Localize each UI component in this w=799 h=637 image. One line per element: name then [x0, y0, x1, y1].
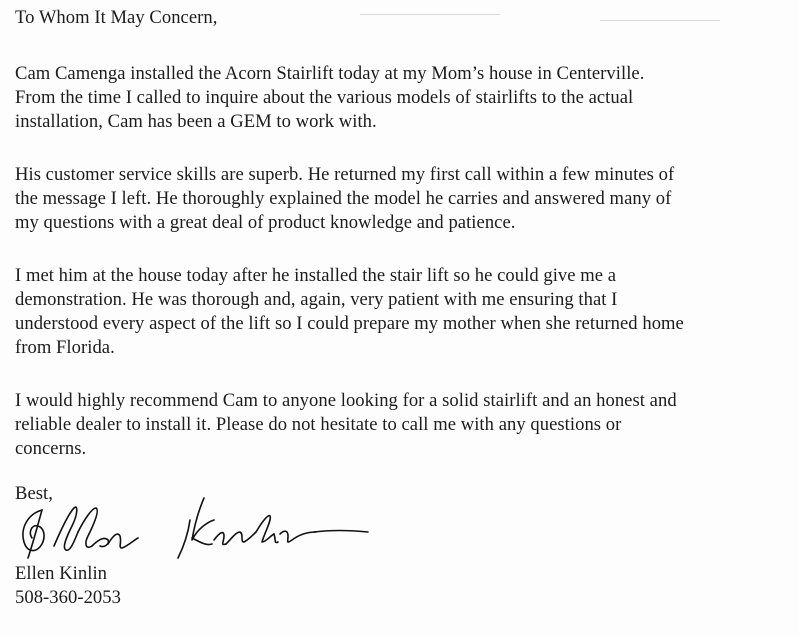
signer-phone: 508-360-2053 — [15, 587, 121, 608]
paragraph4-line3: concerns. — [15, 438, 87, 459]
salutation: To Whom It May Concern, — [15, 7, 218, 28]
paragraph2-line1: His customer service skills are superb. He returned my first call within a few minutes of — [15, 164, 675, 185]
paragraph3-line1: I met him at the house today after he installed the stair lift so he could give me a — [15, 265, 617, 286]
paragraph2-line3: my questions with a great deal of product knowledge and patience. — [15, 212, 516, 233]
paragraph1-line3: installation, Cam has been a GEM to work with. — [15, 111, 377, 132]
scan-mark — [360, 14, 500, 15]
paragraph4-line1: I would highly recommend Cam to anyone looking for a solid stairlift and an honest and — [15, 390, 677, 411]
scan-mark — [600, 20, 720, 21]
paragraph1-line2: From the time I called to inquire about the various models of stairlifts to the actual — [15, 87, 634, 108]
paragraph1-line1: Cam Camenga installed the Acorn Stairlift today at my Mom’s house in Centerville. — [15, 63, 645, 84]
signer-name: Ellen Kinlin — [15, 563, 108, 584]
paragraph3-line2: demonstration. He was thorough and, again, very patient with me ensuring that I — [15, 289, 618, 310]
closing: Best, — [15, 483, 53, 504]
paragraph2-line2: the message I left. He thoroughly explained the model he carries and answered many of — [15, 188, 672, 209]
paragraph3-line3: understood every aspect of the lift so I could prepare my mother when she returned home — [15, 313, 684, 334]
paragraph4-line2: reliable dealer to install it. Please do not hesitate to call me with any questions or — [15, 414, 622, 435]
paragraph3-line4: from Florida. — [15, 337, 115, 358]
